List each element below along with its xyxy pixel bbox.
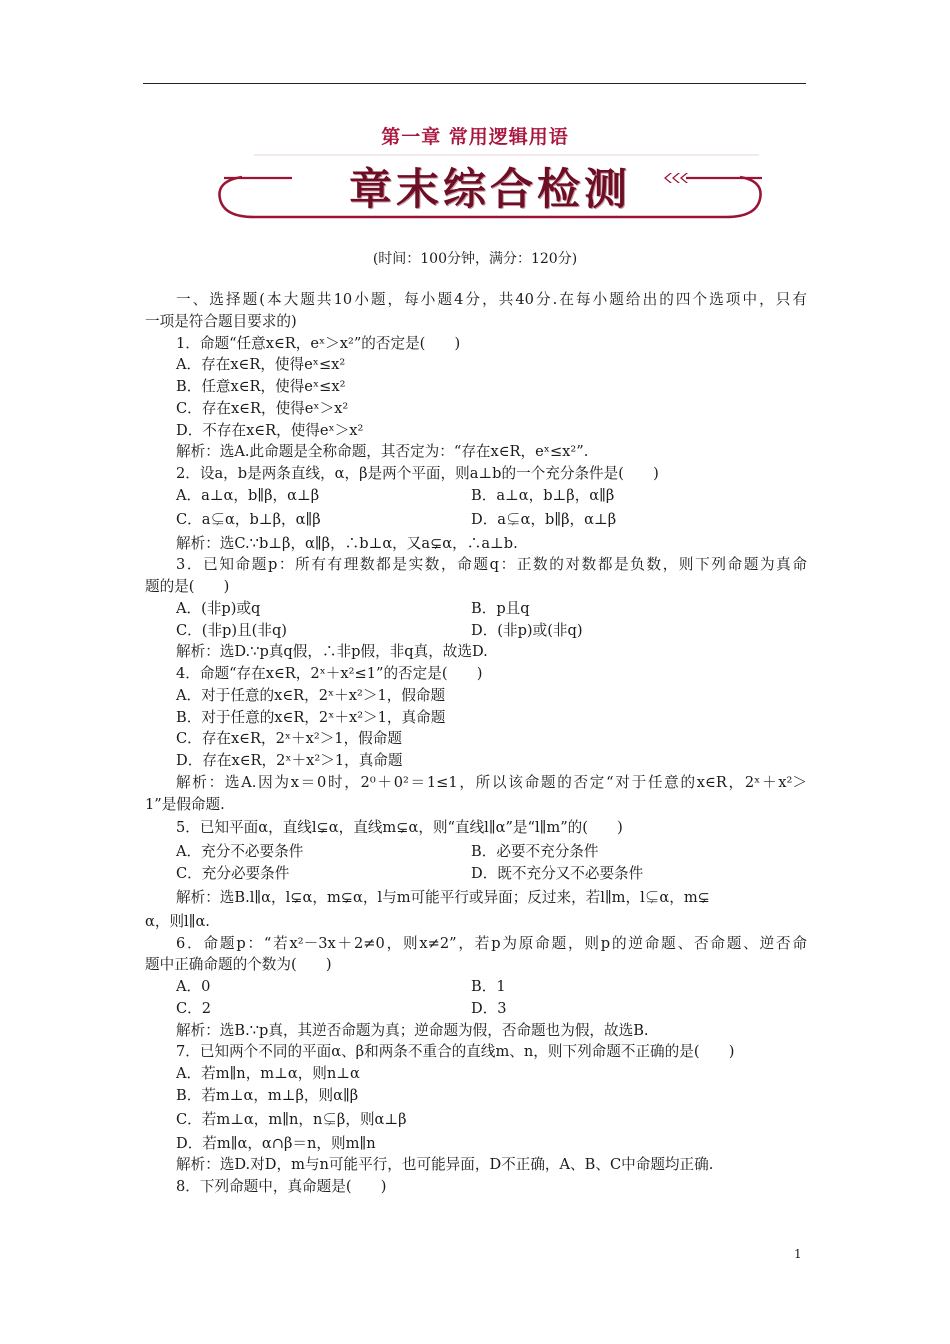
text-line: 4．命题“存在x∈R，2ˣ＋x²≤1”的否定是( ) <box>176 665 483 682</box>
chapter-heading: 第一章 常用逻辑用语 <box>381 126 569 148</box>
text-line: C．存在x∈R，使得eˣ＞x² <box>176 399 349 417</box>
option-right: D．既不充分又不必要条件 <box>471 865 644 882</box>
text-line <box>145 976 807 998</box>
option-right: B．1 <box>471 978 506 995</box>
text-line: α，则l∥α. <box>145 912 210 930</box>
text-line <box>145 841 807 863</box>
text-line: 6．命题p：“若x²－3x＋2≠0，则x≠2”，若p为原命题，则p的逆命题、否命题、逆否命 <box>176 934 807 952</box>
text-line <box>145 998 807 1020</box>
text-line <box>145 507 807 533</box>
text-line: 1．命题“任意x∈R，eˣ＞x²”的否定是( ) <box>176 334 461 352</box>
option-left: A．a⊥α，b∥β，α⊥β <box>176 486 320 504</box>
text-line: 题中正确命题的个数为( ) <box>145 956 332 974</box>
text-line: 解析：选A.因为x＝0时，2⁰＋0²＝1≤1，所以该命题的否定“对于任意的x∈R，2ˣ＋x²＞ <box>176 773 807 791</box>
text-line: 2．设a，b是两条直线，α，β是两个平面，则a⊥b的一个充分条件是( ) <box>176 465 659 482</box>
text-line: A．存在x∈R，使得eˣ≤x² <box>176 356 346 374</box>
option-left: C．充分必要条件 <box>176 865 290 882</box>
option-left: A．0 <box>176 978 211 995</box>
text-line: A．若m∥n，m⊥α，则n⊥α <box>176 1065 360 1082</box>
text-line <box>145 485 807 507</box>
text-line: 解析：选D.对D，m与n可能平行，也可能异面，D不正确，A、B、C中命题均正确. <box>176 1156 714 1174</box>
option-right: D．a⊊α，b∥β，α⊥β <box>471 510 617 528</box>
option-left: C．a⊊α，b⊥β，α∥β <box>176 510 321 528</box>
text-line: D．存在x∈R，2ˣ＋x²＞1，真命题 <box>176 752 403 769</box>
text-line: 8．下列命题中，真命题是( ) <box>176 1178 387 1195</box>
text-line: 一、选择题(本大题共10小题，每小题4分，共40分.在每小题给出的四个选项中，只有 <box>176 291 807 308</box>
text-line <box>145 598 807 620</box>
top-rule <box>143 83 806 84</box>
text-line: C．存在x∈R，2ˣ＋x²＞1，假命题 <box>176 730 402 748</box>
text-line: 5．已知平面α，直线l⊊α，直线m⊊α，则“直线l∥α”是“l∥m”的( ) <box>176 819 623 837</box>
text-line: 一项是符合题目要求的) <box>145 312 297 330</box>
text-line: D．若m∥α，α∩β＝n，则m∥n <box>176 1134 376 1152</box>
text-line: 解析：选B.∵p真，其逆否命题为真；逆命题为假，否命题也为假，故选B. <box>176 1021 649 1039</box>
option-right: B．p且q <box>471 599 530 617</box>
text-line: 题的是( ) <box>145 578 230 595</box>
title-banner <box>214 147 766 225</box>
option-left: A．(非p)或q <box>176 599 261 617</box>
option-right: D．(非p)或(非q) <box>471 621 583 639</box>
page-number: 1 <box>794 1247 802 1261</box>
option-left: C．(非p)且(非q) <box>176 621 287 639</box>
text-line: 解析：选D.∵p真q假，∴非p假，非q真，故选D. <box>176 643 488 661</box>
exam-meta: (时间：100分钟，满分：120分) <box>372 251 578 267</box>
exam-content <box>145 289 807 1198</box>
option-right: B．必要不充分条件 <box>471 843 599 861</box>
text-line: C．若m⊥α，m∥n，n⊊β，则α⊥β <box>176 1110 407 1128</box>
text-line: B．对于任意的x∈R，2ˣ＋x²＞1，真命题 <box>176 708 446 726</box>
text-line: B．任意x∈R，使得eˣ≤x² <box>176 378 346 395</box>
text-line: 解析：选A.此命题是全称命题，其否定为：“存在x∈R，eˣ≤x²”. <box>176 443 589 461</box>
option-right: D．3 <box>471 999 507 1017</box>
text-line: 解析：选C.∵b⊥β，α∥β，∴b⊥α，又a⊊α，∴a⊥b. <box>176 534 518 552</box>
option-left: C．2 <box>176 999 212 1017</box>
text-line: 解析：选B.l∥α，l⊊α，m⊊α，l与m可能平行或异面；反过来，若l∥m，l⊊α，m⊊ <box>176 888 710 906</box>
text-line: 3．已知命题p：所有有理数都是实数，命题q：正数的对数都是负数，则下列命题为真命 <box>176 556 807 574</box>
option-right: B．a⊥α，b⊥β，α∥β <box>471 486 615 504</box>
text-line <box>145 863 807 885</box>
text-line <box>145 620 807 642</box>
option-left: A．充分不必要条件 <box>176 843 304 861</box>
banner-title: 章末综合检测 <box>349 165 631 215</box>
text-line: 7．已知两个不同的平面α、β和两条不重合的直线m、n，则下列命题不正确的是( ) <box>176 1043 735 1061</box>
text-line: D．不存在x∈R，使得eˣ＞x² <box>176 421 364 439</box>
text-line: 1”是假命题. <box>145 795 225 813</box>
text-line: B．若m⊥α，m⊥β，则α∥β <box>176 1086 359 1104</box>
text-line: A．对于任意的x∈R，2ˣ＋x²＞1，假命题 <box>176 686 446 704</box>
